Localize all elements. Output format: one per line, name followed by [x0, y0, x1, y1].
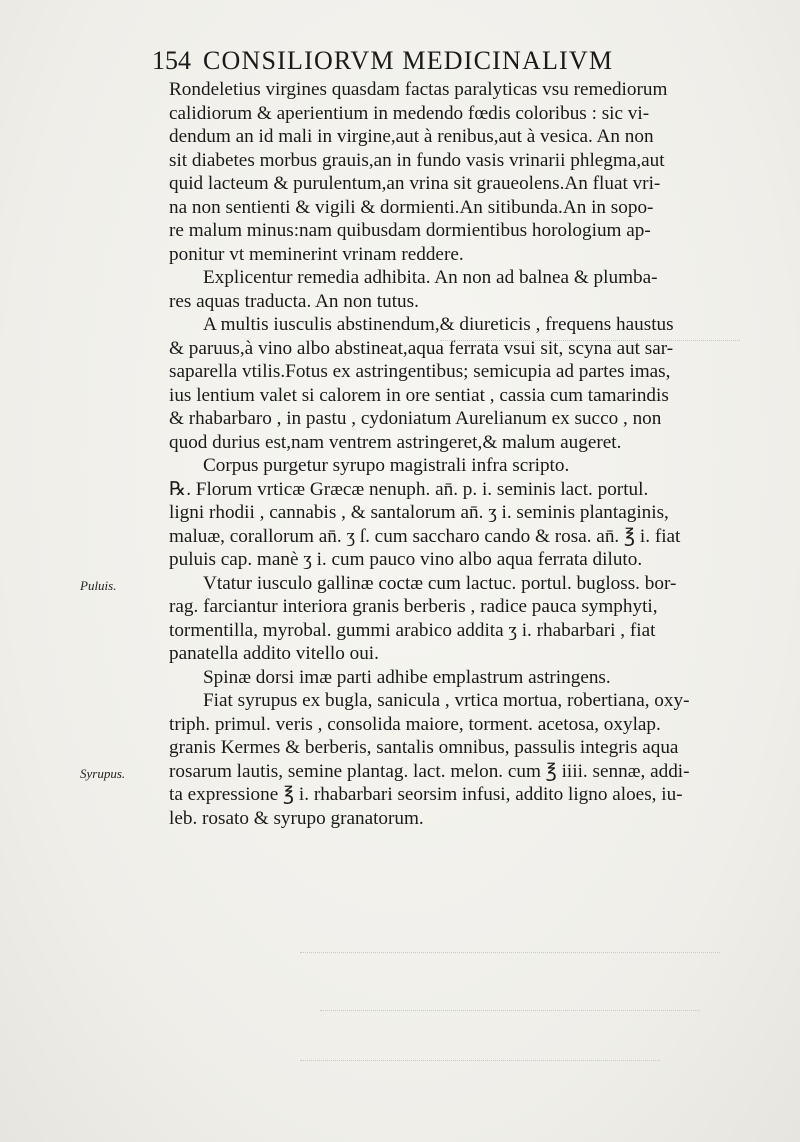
- show-through-mark: [300, 952, 720, 954]
- text-line: panatella addito vitello oui.: [169, 643, 379, 664]
- running-title: CONSILIORVM MEDICINALIVM: [203, 46, 614, 75]
- text-line: res aquas traducta. An non tutus.: [169, 290, 419, 312]
- text-line: puluis cap. manè ʒ i. cum pauco vino albo aqua ferrata diluto.: [169, 549, 643, 570]
- text-line: re malum minus:nam quibusdam dormientibus horologium ap-: [169, 220, 651, 241]
- text-line: quod durius est,nam ventrem astringeret,& malum augeret.: [169, 431, 622, 453]
- text-line: Rondeletius virgines quasdam factas paralyticas vsu remediorum: [169, 79, 668, 100]
- text-line: Vtatur iusculo gallinæ coctæ cum lactuc. portul. bugloss. bor-: [203, 572, 677, 594]
- text-line: Corpus purgetur syrupo magistrali infra scripto.: [203, 455, 570, 476]
- text-line: Explicentur remedia adhibita. An non ad balnea & plumba-: [203, 267, 658, 288]
- text-line: Spinæ dorsi imæ parti adhibe emplastrum astringens.: [203, 666, 611, 688]
- text-line: triph. primul. veris , consolida maiore, torment. acetosa, oxylap.: [169, 713, 661, 735]
- show-through-mark: [440, 340, 740, 342]
- show-through-mark: [320, 1010, 700, 1012]
- text-line: dendum an id mali in virgine,aut à renibus,aut à vesica. An non: [169, 126, 654, 147]
- prescription-line: ℞. Florum vrticæ Græcæ nenuph. an̄. p. i. seminis lact. portul.: [169, 478, 649, 500]
- text-line: rosarum lautis, semine plantag. lact. melon. cum ℥ iiii. sennæ, addi-: [169, 760, 690, 782]
- text-line: granis Kermes & berberis, santalis omnibus, passulis integris aqua: [169, 737, 679, 758]
- text-line: sit diabetes morbus grauis,an in fundo vasis vrinarii phlegma,aut: [169, 149, 665, 171]
- text-line: ius lentium valet si calorem in ore sentiat , cassia cum tamarindis: [169, 384, 669, 406]
- text-line: calidiorum & aperientium in medendo fœdis coloribus : sic vi-: [169, 102, 650, 124]
- text-line: & rhabarbaro , in pastu , cydoniatum Aurelianum ex succo , non: [169, 408, 662, 429]
- text-line: quid lacteum & purulentum,an vrina sit graueolens.An fluat vri-: [169, 173, 661, 194]
- text-line: maluæ, corallorum an̄. ʒ ſ. cum saccharo cando & rosa. an̄. ℥ i. fiat: [169, 525, 681, 547]
- text-line: rag. farciantur interiora granis berberis , radice pauca symphyti,: [169, 596, 658, 617]
- text-line: Fiat syrupus ex bugla, sanicula , vrtica mortua, robertiana, oxy-: [203, 690, 690, 711]
- text-line: A multis iusculis abstinendum,& diureticis , frequens haustus: [203, 314, 674, 335]
- page-body: [169, 78, 765, 830]
- margin-note-syrupus: Syrupus.: [80, 766, 126, 781]
- text-line: ta expressione ℥ i. rhabarbari seorsim infusi, addito ligno aloes, iu-: [169, 784, 683, 805]
- text-line: tormentilla, myrobal. gummi arabico addita ʒ i. rhabarbari , fiat: [169, 619, 656, 641]
- show-through-mark: [300, 1060, 660, 1062]
- text-line: saparella vtilis.Fotus ex astringentibus; semicupia ad partes imas,: [169, 361, 671, 382]
- text-line: ponitur vt meminerint vrinam reddere.: [169, 243, 464, 265]
- text-line: na non sentienti & vigili & dormienti.An sitibunda.An in sopo-: [169, 196, 654, 218]
- text-line: ligni rhodii , cannabis , & santalorum an̄. ʒ i. seminis plantaginis,: [169, 502, 669, 523]
- text-line: & paruus,à vino albo abstineat,aqua ferrata vsui sit, scyna aut sar-: [169, 337, 674, 359]
- margin-note-pulvis: Puluis.: [80, 578, 117, 593]
- page-number: 154: [152, 46, 191, 75]
- running-head: [152, 46, 752, 76]
- text-line: leb. rosato & syrupo granatorum.: [169, 807, 424, 829]
